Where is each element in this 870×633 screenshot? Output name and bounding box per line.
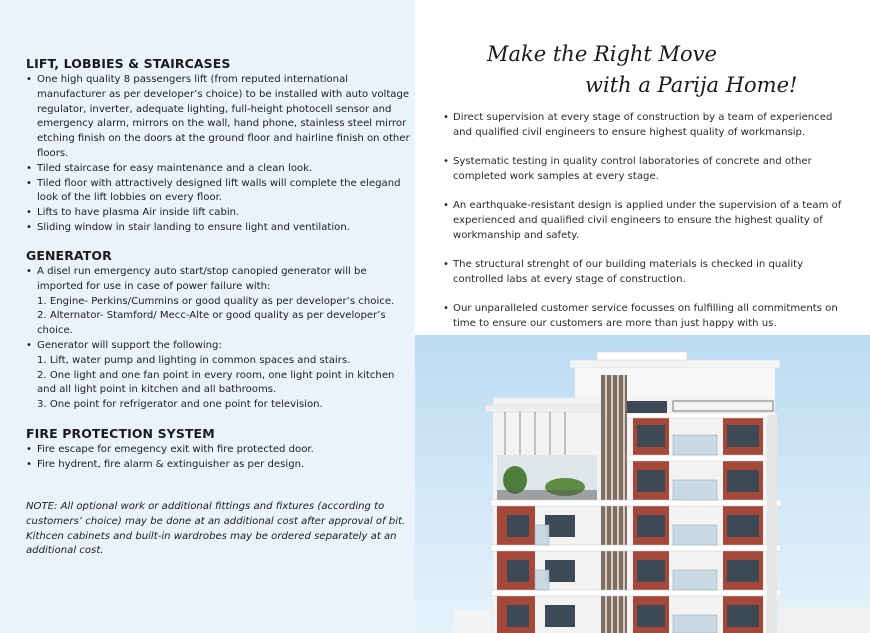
generator-subitem: 1. Lift, water pump and lighting in common spaces and stairs. (37, 354, 351, 366)
right-bullet: • Direct supervision at every stage of construction by a team of experienced and qualified civil engineers to ensure highest quality of workmansip. (443, 111, 843, 141)
fire-list (26, 443, 410, 473)
terrace-railing (497, 490, 597, 500)
generator-subitem: 1. Engine- Perkins/Cummins or good quality as per developer’s choice. (37, 295, 395, 307)
generator-section (26, 248, 410, 413)
headline-line1: Make the Right Move (487, 42, 717, 66)
lift-item: • Tiled staircase for easy maintenance and a clean look. (26, 162, 410, 177)
building-illustration (415, 335, 870, 633)
generator-subitem: 2. One light and one fan point in every room, one light point in kitchen and all light point in kitchen and all bathrooms. (37, 369, 395, 396)
top-window (627, 401, 667, 413)
roof-top (597, 352, 687, 360)
pergola (485, 405, 605, 412)
neighbor-building (455, 610, 491, 633)
fire-section (26, 426, 410, 473)
generator-subitem: 2. Alternator- Stamford/ Mecc-Alte or good quality as per developer’s choice. (37, 310, 386, 337)
building-edge (767, 415, 777, 633)
generator-item: • Generator will support the following: (26, 339, 410, 354)
lift-heading: LIFT, LOBBIES & STAIRCASES (26, 56, 231, 71)
generator-list (26, 265, 410, 295)
headline-line2: with a Parija Home! (585, 73, 798, 97)
right-bullet: • An earthquake-resistant design is applied under the supervision of a team of experienced and qualified civil engineers to ensure the highest quality of workmanship and safety. (443, 199, 843, 243)
right-bullet: • Systematic testing in quality control laboratories of concrete and other completed work samples at every stage. (443, 155, 843, 185)
right-bullet: • The structural strenght of our building materials is checked in quality controlled labs at every stage of construction. (443, 258, 843, 288)
lift-item: • Tiled floor with attractively designed lift walls will complete the elegand look of the lift lobbies on every floor. (26, 177, 410, 207)
fire-heading: FIRE PROTECTION SYSTEM (26, 426, 215, 441)
generator-list-2 (26, 339, 410, 354)
plant (503, 466, 527, 494)
generator-heading: GENERATOR (26, 248, 112, 263)
right-bullet: • Our unparalleled customer service focusses on fulfilling all commitments on time to ensure our customers are more than just happy with us. (443, 302, 843, 332)
lift-list (26, 73, 410, 236)
lift-item: • Lifts to have plasma Air inside lift cabin. (26, 206, 410, 221)
neighbor-building (780, 607, 870, 633)
roof-slab (570, 360, 780, 368)
note-text: NOTE: All optional work or additional fittings and fixtures (according to customers’ choice) may be done at an additional cost after approval of bit. Kithcen cabinets and built-in wardrobes may be ordered separately at an additional cost. (26, 501, 406, 557)
fire-item: • Fire hydrent, fire alarm & extinguisher as per design. (26, 458, 410, 473)
lift-item: • Sliding window in stair landing to ensure light and ventilation. (26, 221, 410, 236)
fire-item: • Fire escape for emegency exit with fire protected door. (26, 443, 410, 458)
lift-item: • One high quality 8 passengers lift (from reputed international manufacturer as per developer’s choice) to be installed with auto voltage regulator, inverter, adequate lighting, full-height photocell sensor and emergency alarm, mirrors on the wall, hand phone, stainless steel mirror etching finish on the doors at the ground floor and hairline finish on other floors. (26, 73, 410, 162)
lift-section (26, 56, 410, 236)
generator-subitem: 3. One point for refrigerator and one point for television. (37, 399, 323, 411)
generator-item: • A disel run emergency auto start/stop canopied generator will be imported for use in case of power failure with: (26, 265, 410, 295)
right-bullet-list (443, 111, 843, 346)
